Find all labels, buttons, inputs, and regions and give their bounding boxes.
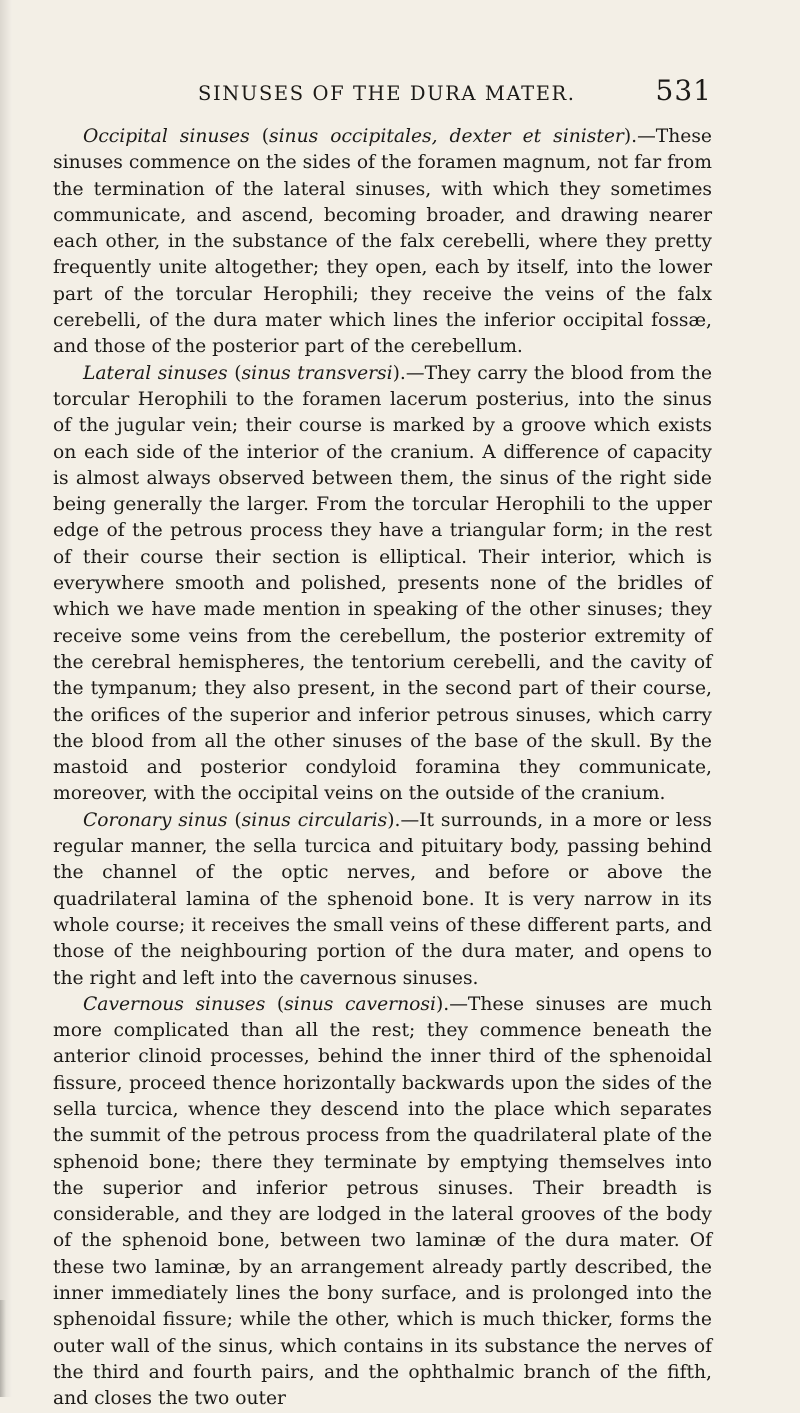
page-number: 531 (655, 74, 712, 107)
paragraph-latin-name: sinus occipitales, dexter et sinister (268, 126, 624, 147)
paragraph-term: Coronary sinus (83, 809, 228, 831)
paragraph-text: —They carry the blood from the torcular Herophili to the foramen lacerum posterius, into the sinus of the jugular vein; their course is marked by a groove which exists on each side of the interior of the cranium. A difference of capacity is almost always observed between them, the sinus of the right side being generally the larger. From the torcular Herophili to the upper edge of the petrous process they have a triangular form; in the rest of their course their section is elliptical. Their interior, which is everywhere smooth and polished, presents none of the bridles of which we have made mention in speaking of the other sinuses; they receive some veins from the cerebellum, the posterior extremity of the cerebral hemispheres, the tentorium cerebelli, and the cavity of the tympanum; they also present, in the second part of their course, the orifices of the superior and inferior petrous sinuses, which carry the blood from all the other sinuses of the base of the skull. By the mastoid and posterior condyloid foramina they communicate, moreover, with the occipital veins on the outside of the cranium. (53, 362, 712, 805)
paragraph-text: —These sinuses commence on the sides of the foramen magnum, not far from the termination of the lateral sinuses, with which they sometimes communicate, and ascend, becoming broader, and drawing nearer each other, in the substance of the falx cerebelli, where they pretty frequently unite altogether; they open, each by itself, into the lower part of the torcular Herophili; they receive the veins of the falx cerebelli, of the dura mater which lines the inferior occipital fossæ, and those of the posterior part of the cerebellum. (53, 126, 712, 358)
close-paren: ). (623, 126, 638, 147)
open-paren: ( (249, 126, 269, 147)
page-edge-shadow (0, 0, 12, 1397)
paragraph-term: Lateral sinuses (83, 362, 228, 384)
open-paren: ( (265, 993, 285, 1015)
page-header (198, 70, 712, 112)
close-paren: ). (435, 993, 450, 1015)
paragraph-cavernous-sinuses (53, 992, 712, 1413)
paragraph-lateral-sinuses (53, 361, 712, 808)
paragraph-latin-name: sinus circularis (241, 809, 388, 831)
paragraph-occipital-sinuses (53, 124, 712, 361)
paragraph-coronary-sinus (53, 808, 712, 992)
paragraph-text: —These sinuses are much more complicated than all the rest; they commence beneath the anterior clinoid processes, behind the inner third of the sphenoidal fissure, proceed thence horizontally backwards upon the sides of the sella turcica, whence they descend into the place which separates the summit of the petrous process from the quadrilateral plate of the sphenoid bone; there they terminate by emptying themselves into the superior and inferior petrous sinuses. Their breadth is considerable, and they are lodged in the lateral grooves of the body of the sphenoid bone, between two laminæ of the dura mater. Of these two laminæ, by an arrangement already partly described, the inner immediately lines the bony surface, and is prolonged into the sphenoidal fissure; while the other, which is much thicker, forms the outer wall of the sinus, which contains in its substance the nerves of the third and fourth pairs, and the ophthalmic branch of the fifth, and closes the two outer (53, 993, 712, 1410)
body-text (53, 124, 712, 1413)
close-paren: ). (387, 809, 401, 831)
paragraph-text: —It surrounds, in a more or less regular manner, the sella turcica and pituitary body, passing behind the channel of the optic nerves, and before or above the quadrilateral lamina of the sphenoid bone. It is very narrow in its whole course; it receives the small veins of these different parts, and those of the neighbouring portion of the dura mater, and opens to the right and left into the cavernous sinuses. (53, 809, 713, 989)
paragraph-latin-name: sinus cavernosi (284, 993, 436, 1015)
open-paren: ( (227, 362, 242, 384)
paragraph-latin-name: sinus transversi (241, 362, 393, 384)
page-fold-shadow (0, 1300, 6, 1397)
paragraph-term: Cavernous sinuses (83, 993, 266, 1015)
running-head: SINUSES OF THE DURA MATER. (198, 82, 576, 105)
paragraph-term: Occipital sinuses (83, 126, 250, 147)
open-paren: ( (227, 809, 242, 831)
close-paren: ). (392, 362, 406, 384)
